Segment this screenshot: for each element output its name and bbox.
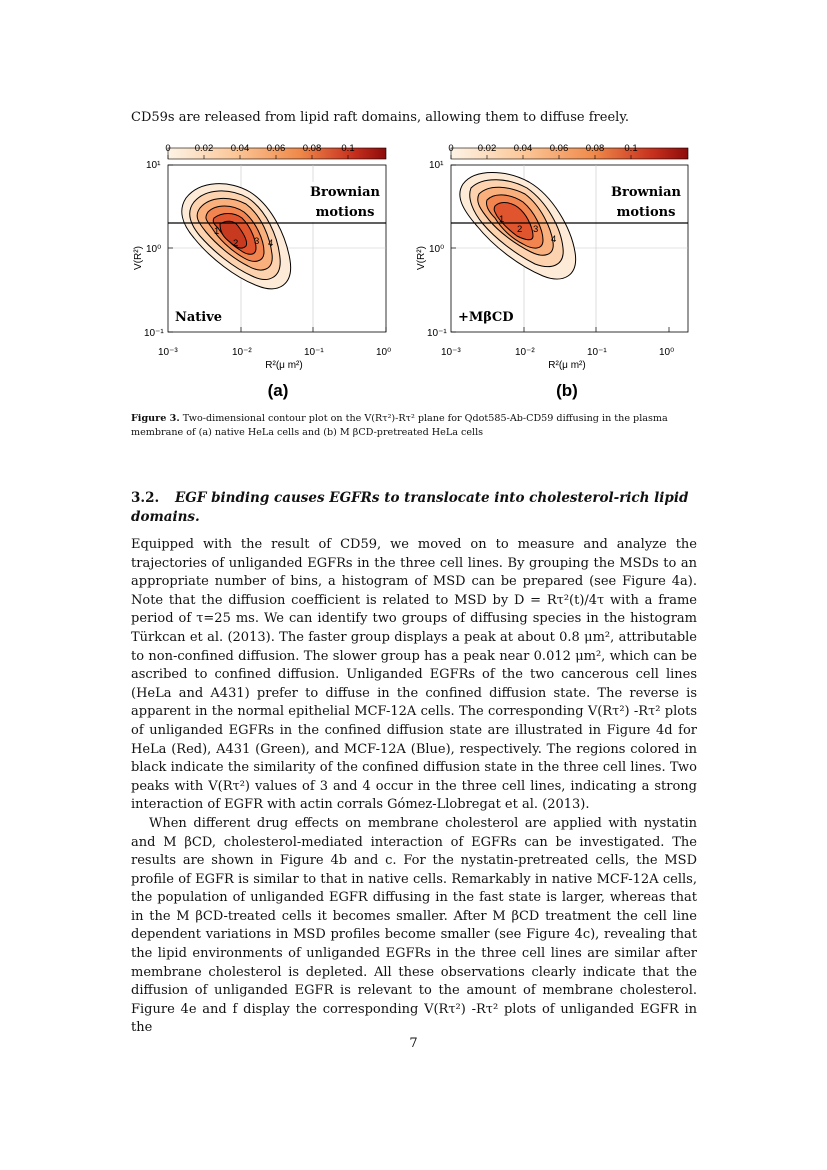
colorbar-a bbox=[165, 143, 386, 159]
peak-label: 3 bbox=[254, 236, 260, 247]
section-title: EGF binding causes EGFRs to translocate into cholesterol-rich lipid domains. bbox=[131, 490, 689, 525]
panel-a bbox=[133, 143, 391, 400]
colorbar-tick: 0 bbox=[165, 143, 171, 154]
body-text bbox=[131, 536, 697, 1038]
y-tick: 10⁰ bbox=[429, 244, 445, 255]
y-tick: 10¹ bbox=[146, 160, 161, 171]
x-axis-label-b: R²(μ m²) bbox=[548, 360, 586, 371]
y-tick: 10¹ bbox=[429, 160, 444, 171]
colorbar-tick: 0.02 bbox=[194, 143, 214, 154]
peak-label: 4 bbox=[551, 234, 557, 245]
figure-caption bbox=[131, 412, 697, 440]
section-heading bbox=[131, 489, 697, 527]
figure-3 bbox=[128, 140, 708, 402]
colorbar-b bbox=[448, 143, 688, 159]
y-axis-label-b: V(R²) bbox=[416, 246, 427, 270]
motions-label-a: motions bbox=[315, 205, 375, 220]
y-axis-label-a: V(R²) bbox=[133, 246, 144, 270]
paragraph-1: Equipped with the result of CD59, we moved on to measure and analyze the trajectories of unliganded EGFRs in the three cell lines. By grouping the MSDs to an appropriate number of bins, a histogram of MSD can be prepared (see Figure 4a). Note that the diffusion coefficient is related to MSD by D = Rτ²(t)/4τ with a frame period of τ=25 ms. We can identify two groups of diffusing species in the histogram Türkcan et al. (2013). The faster group displays a peak at about 0.8 μm², attributable to non-confined diffusion. The slower group has a peak near 0.012 μm², which can be ascribed to confined diffusion. Unliganded EGFRs of the two cancerous cell lines (HeLa and A431) prefer to diffuse in the confined diffusion state. The reverse is apparent in the normal epithelial MCF-12A cells. The corresponding V(Rτ²) -Rτ² plots of unliganded EGFRs in the confined diffusion state are illustrated in Figure 4d for HeLa (Red), A431 (Green), and MCF-12A (Blue), respectively. The regions colored in black indicate the similarity of the confined diffusion state in the three cell lines. Two peaks with V(Rτ²) values of 3 and 4 occur in the three cell lines, indicating a strong interaction of EGFR with actin corrals Gómez-Llobregat et al. (2013). bbox=[131, 537, 697, 813]
panel-b bbox=[416, 143, 688, 400]
page-number: 7 bbox=[409, 1036, 418, 1051]
plot-area-a bbox=[168, 165, 386, 332]
x-tick: 10⁻³ bbox=[158, 347, 178, 358]
x-tick: 10⁻² bbox=[515, 347, 535, 358]
panel-letter-b: (b) bbox=[556, 381, 578, 400]
condition-label-b: +MβCD bbox=[458, 310, 514, 325]
colorbar-tick: 0.04 bbox=[230, 143, 250, 154]
x-tick: 10⁻¹ bbox=[587, 347, 607, 358]
caption-text: Two-dimensional contour plot on the V(Rτ²)-Rτ² plane for Qdot585-Ab-CD59 diffusing in the plasma membrane of (a) native HeLa cells and (b) M βCD-pretreated HeLa cells bbox=[131, 413, 668, 438]
peak-label: 2 bbox=[233, 238, 239, 249]
colorbar-tick: 0.1 bbox=[341, 143, 355, 154]
brownian-label-a: Brownian bbox=[310, 185, 380, 200]
figure-svg bbox=[128, 140, 708, 402]
peak-label: 1 bbox=[214, 226, 220, 237]
motions-label-b: motions bbox=[616, 205, 676, 220]
brownian-label-b: Brownian bbox=[611, 185, 681, 200]
condition-label-a: Native bbox=[175, 310, 223, 325]
colorbar-tick: 0 bbox=[448, 143, 454, 154]
section-number: 3.2. bbox=[131, 490, 160, 506]
colorbar-tick: 0.08 bbox=[302, 143, 322, 154]
panel-letter-a: (a) bbox=[267, 381, 289, 400]
colorbar-tick: 0.06 bbox=[549, 143, 569, 154]
paragraph-2: When different drug effects on membrane cholesterol are applied with nystatin and M βCD, cholesterol-mediated interaction of EGFRs can be investigated. The results are shown in Figure 4b and c. For the nystatin-pretreated cells, the MSD profile of EGFR is similar to that in native cells. Remarkably in native MCF-12A cells, the population of unliganded EGFR diffusing in the fast state is larger, whereas that in the M βCD-treated cells it becomes smaller. After M βCD treatment the cell line dependent variations in MSD profiles become smaller (see Figure 4c), revealing that the lipid environments of unliganded EGFRs in the three cell lines are similar after membrane cholesterol is depleted. All these observations clearly indicate that the diffusion of unliganded EGFR is relevant to the amount of membrane cholesterol. Figure 4e and f display the corresponding V(Rτ²) -Rτ² plots of unliganded EGFR in the bbox=[131, 815, 697, 1036]
x-tick: 10⁻¹ bbox=[304, 347, 324, 358]
x-tick: 10⁻² bbox=[232, 347, 252, 358]
colorbar-tick: 0.08 bbox=[585, 143, 605, 154]
peak-label: 2 bbox=[517, 224, 523, 235]
plot-area-b bbox=[451, 165, 688, 332]
peak-label: 1 bbox=[499, 214, 505, 225]
colorbar-tick: 0.06 bbox=[266, 143, 286, 154]
caption-label: Figure 3. bbox=[131, 413, 180, 424]
colorbar-tick: 0.04 bbox=[513, 143, 533, 154]
y-tick: 10⁰ bbox=[146, 244, 162, 255]
peak-label: 4 bbox=[268, 238, 274, 249]
x-tick: 10⁰ bbox=[376, 347, 392, 358]
y-tick: 10⁻¹ bbox=[427, 328, 447, 339]
x-tick: 10⁰ bbox=[659, 347, 675, 358]
colorbar-tick: 0.1 bbox=[624, 143, 638, 154]
peak-label: 3 bbox=[533, 224, 539, 235]
colorbar-tick: 0.02 bbox=[477, 143, 497, 154]
x-axis-label-a: R²(μ m²) bbox=[265, 360, 303, 371]
x-tick: 10⁻³ bbox=[441, 347, 461, 358]
y-tick: 10⁻¹ bbox=[144, 328, 164, 339]
top-text-line: CD59s are released from lipid raft domains, allowing them to diffuse freely. bbox=[131, 110, 630, 125]
